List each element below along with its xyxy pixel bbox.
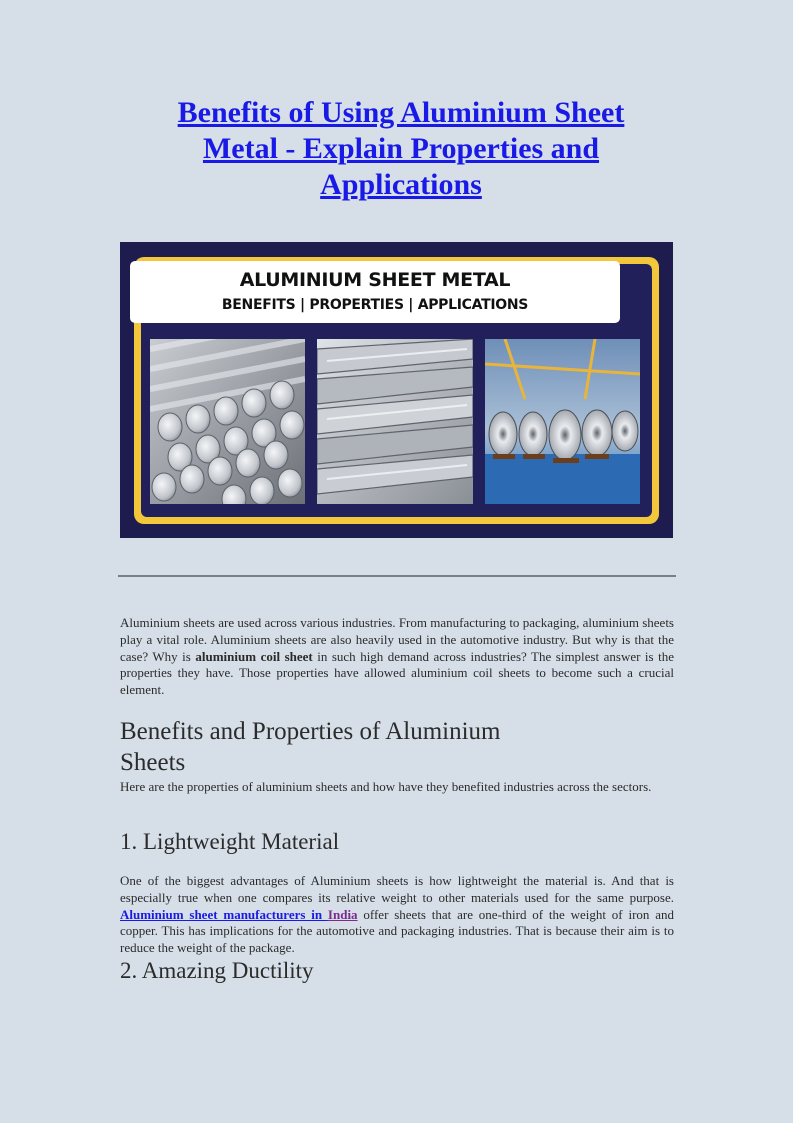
ductility-heading: 2. Amazing Ductility [120, 958, 314, 983]
section-intro-paragraph: Here are the properties of aluminium sheets and how have they benefited industries across the sectors. [120, 779, 652, 794]
horizontal-divider [118, 575, 676, 577]
banner-heading-box [130, 261, 620, 323]
intro-paragraph [120, 615, 674, 699]
india-link[interactable]: India [327, 906, 358, 922]
intro-text-end: in such high demand across industries? The simplest answer is the properties they have. Those properties have allowed aluminium coil sheets to become such a crucial element. [120, 648, 674, 698]
section-heading: Benefits and Properties of Aluminium Sheets [120, 718, 501, 776]
intro-bold-term: aluminium coil sheet [195, 648, 313, 664]
lightweight-paragraph [120, 873, 674, 957]
manufacturers-link[interactable]: Aluminium sheet manufacturers in [120, 906, 328, 922]
lightweight-heading: 1. Lightweight Material [120, 829, 340, 854]
page-title [120, 95, 682, 203]
title-link[interactable] [178, 96, 625, 201]
aluminium-angle-sheets-photo [317, 339, 473, 504]
aluminium-rods-photo [150, 339, 305, 504]
intro-text-start: Aluminium sheets are used across various industries. From manufacturing to packaging, aluminium sheets play a vital role. Aluminium sheets are also heavily used in the automotive industry. But why is that the case? Why is [120, 615, 674, 664]
banner-image [120, 242, 673, 538]
lightweight-text-start: One of the biggest advantages of Aluminium sheets is how lightweight the material is. And that is especially true when one compares its relative weight to other materials used for the same purpose. [120, 873, 674, 905]
banner-title: ALUMINIUM SHEET METAL [239, 269, 511, 291]
aluminium-coils-warehouse-photo [485, 339, 640, 504]
lightweight-text-end: offer sheets that are one-third of the weight of iron and copper. This has implications for the automotive and packaging industries. That is because their aim is to reduce the weight of the package. [120, 906, 674, 956]
title-line-2: Metal - Explain Properties and [202, 132, 600, 165]
banner-subtitle: BENEFITS | PROPERTIES | APPLICATIONS [221, 297, 529, 313]
title-line-3: Applications [320, 168, 482, 201]
title-line-1: Benefits of Using Aluminium Sheet [177, 96, 625, 129]
